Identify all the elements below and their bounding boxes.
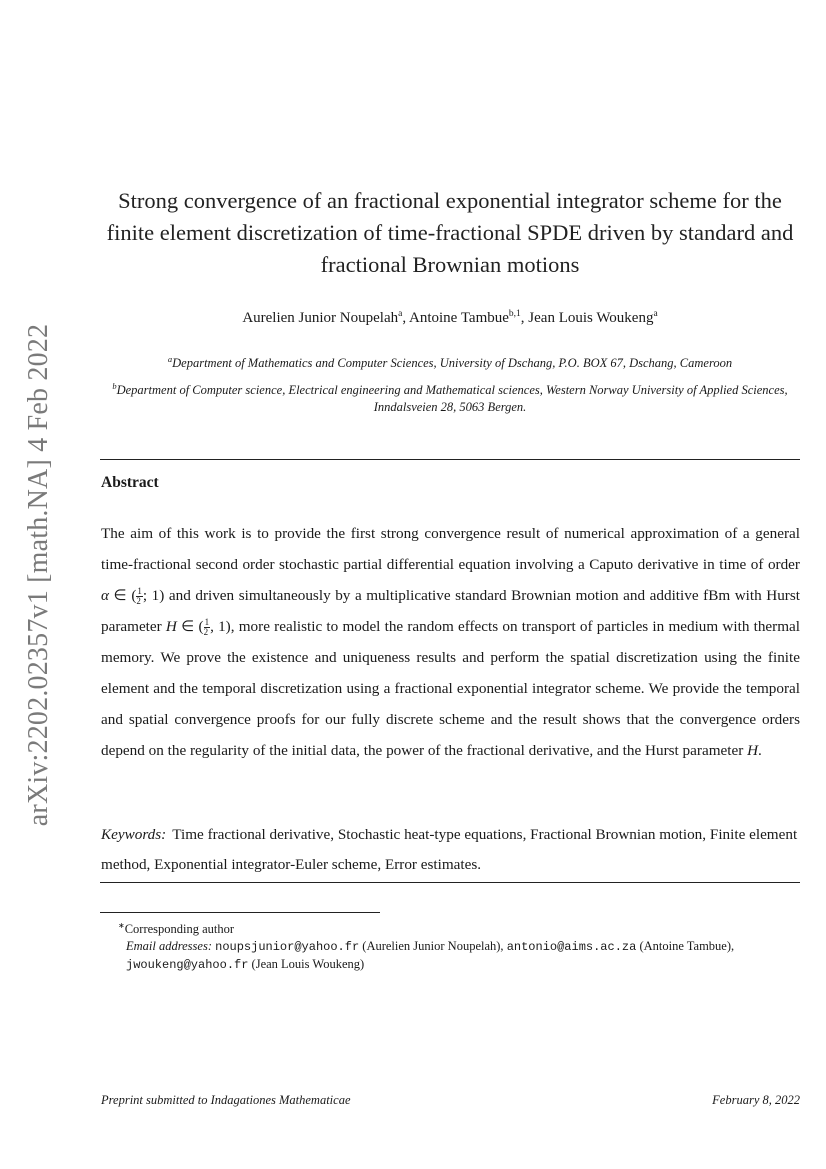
preprint-note: Preprint submitted to Indagationes Mathematicae	[101, 1093, 351, 1107]
affiliation-mark: a	[167, 354, 173, 364]
keywords-text: Time fractional derivative, Stochastic heat-type equations, Fractional Brownian motion, Finite element method, Exponential integrator-Euler scheme, Error estimates.	[101, 826, 798, 873]
preprint-date: February 8, 2022	[712, 1093, 800, 1107]
footnote-emails	[100, 938, 800, 974]
author-affiliation-mark: a	[398, 309, 403, 319]
keywords	[101, 820, 800, 880]
fraction-denominator: 2	[136, 596, 141, 607]
email-owner: (Jean Louis Woukeng)	[248, 957, 365, 972]
author-list	[100, 309, 800, 327]
author-separator: ,	[402, 310, 410, 326]
affiliation-text: Department of Mathematics and Computer Sciences, University of Dschang, P.O. BOX 67, Dschang, Cameroon	[172, 356, 733, 371]
math-in: ∈ (	[108, 587, 137, 604]
abstract-body	[101, 518, 800, 766]
abstract-top-rule	[100, 459, 800, 460]
author-name: Aurelien Junior Noupelah	[242, 310, 399, 326]
footnote-corresponding	[100, 917, 800, 938]
affiliation-a	[100, 351, 800, 372]
corresponding-author-text: Corresponding author	[124, 922, 235, 937]
abstract-text: The aim of this work is to provide the first strong convergence result of numerical approximation of a general time-fractional second order stochastic partial differential equation involving a Caputo derivative in time of order	[101, 525, 800, 573]
abstract-text: , more realistic to model the random effects on transport of particles in medium with thermal memory. We prove the existence and uniqueness results and perform the spatial discretization using the finite element and the temporal discretization using a fractional exponential integrator scheme. We provide the temporal and spatial convergence proofs for our fully discrete scheme and the result shows that the convergence orders depend on the regularity of the initial data, the power of the fractional derivative, and the Hurst parameter	[101, 618, 801, 759]
fraction-denominator: 2	[203, 627, 209, 638]
math-hurst-H: H	[747, 742, 759, 759]
math-range-end: ; 1)	[142, 587, 165, 604]
abstract-end: .	[758, 742, 762, 759]
footnote	[100, 917, 800, 974]
author-affiliation-mark: a	[653, 309, 658, 319]
math-alpha: α	[101, 587, 109, 604]
email-link[interactable]: antonio@aims.ac.za	[506, 940, 637, 955]
affiliation-b	[100, 378, 800, 416]
author-name: Jean Louis Woukeng	[528, 310, 654, 326]
keywords-label: Keywords:	[101, 826, 167, 843]
math-in: ∈ (	[176, 618, 204, 635]
fraction-numerator: 1	[204, 617, 210, 628]
author-affiliation-mark: b,1	[508, 309, 521, 319]
email-owner: (Aurelien Junior Noupelah),	[359, 939, 507, 954]
math-range-end: , 1)	[210, 618, 231, 635]
paper-title: Strong convergence of an fractional exponential integrator scheme for the finite element discretization of time-fractional SPDE driven by standard and fractional Brownian motions	[106, 188, 794, 277]
email-label: Email addresses:	[126, 939, 212, 954]
abstract-heading: Abstract	[101, 474, 159, 491]
email-link[interactable]: noupsjunior@yahoo.fr	[215, 940, 360, 955]
email-link[interactable]: jwoukeng@yahoo.fr	[126, 958, 249, 973]
author-separator: ,	[520, 310, 529, 326]
author-name: Antoine Tambue	[409, 310, 509, 326]
affiliation-mark: b	[112, 381, 117, 391]
abstract-text: and driven simultaneously by a multiplicative standard Brownian motion and additive fBm with Hurst parameter	[101, 587, 800, 635]
fraction-numerator: 1	[137, 586, 142, 597]
math-hurst-H: H	[165, 618, 177, 635]
abstract-bottom-rule	[100, 882, 800, 883]
email-owner: (Antoine Tambue),	[636, 939, 735, 954]
affiliation-text: Department of Computer science, Electrical engineering and Mathematical sciences, Western Norway University of Applied Sciences, Inndalsveien 28, 5063 Bergen.	[116, 383, 788, 415]
footnote-mark: ∗	[118, 921, 125, 930]
arxiv-side-stamp: arXiv:2202.02357v1 [math.NA] 4 Feb 2022	[23, 323, 54, 827]
footnote-rule	[100, 912, 380, 913]
